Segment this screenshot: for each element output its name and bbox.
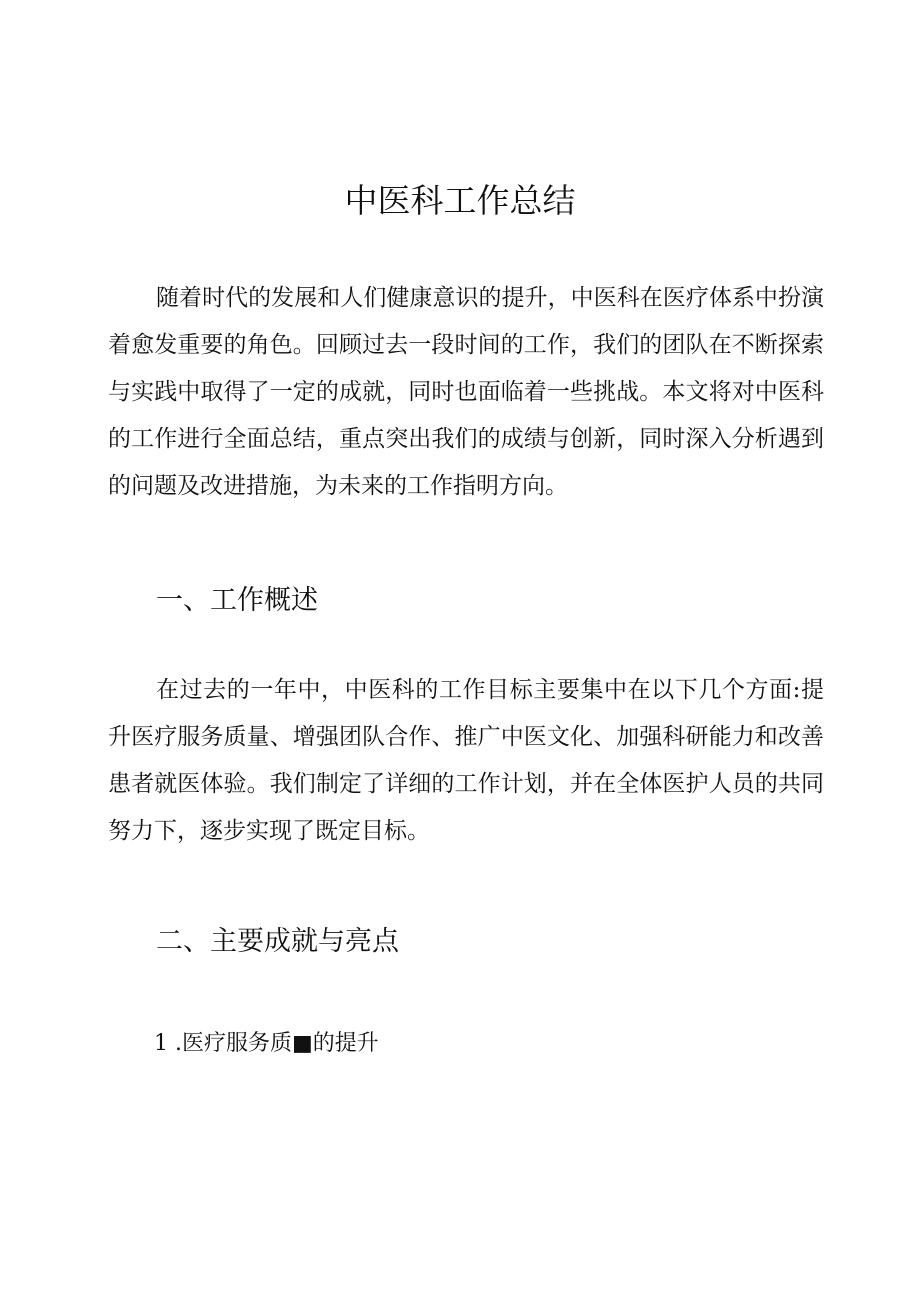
section-heading-achievements: 二、主要成就与亮点: [156, 926, 399, 957]
subheading-service-quality: 1 .医疗服务质■的提升: [154, 1031, 379, 1056]
intro-paragraph: 随着时代的发展和人们健康意识的提升，中医科在医疗体系中扮演着愈发重要的角色。回顾过去一段时间的工作，我们的团队在不断探索与实践中取得了一定的成就，同时也面临着一些挑战。本文将对中医科的工作进行全面总结，重点突出我们的成绩与创新，同时深入分析遇到的问题及改进措施，为未来的工作指明方向。: [108, 285, 824, 499]
document-title: 中医科工作总结: [344, 181, 576, 220]
section-heading-work-overview: 一、工作概述: [156, 585, 318, 616]
work-overview-paragraph: 在过去的一年中，中医科的工作目标主要集中在以下几个方面:提升医疗服务质量、增强团队合作、推广中医文化、加强科研能力和改善患者就医体验。我们制定了详细的工作计划，并在全体医护人员的共同努力下，逐步实现了既定目标。: [108, 677, 824, 844]
